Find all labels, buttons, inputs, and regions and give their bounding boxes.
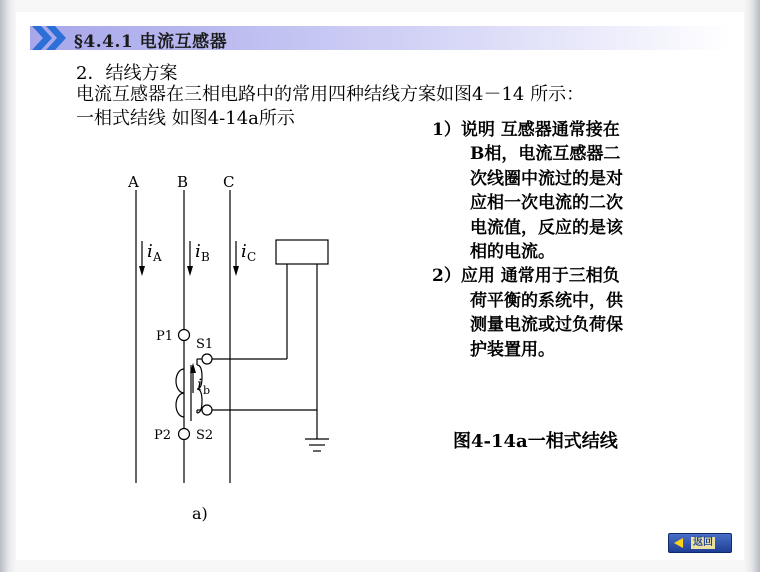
ct-coil-1 xyxy=(176,369,184,393)
current-b-label: i xyxy=(195,241,201,262)
note-line: 相的电流。 xyxy=(470,242,555,263)
note-line: 测量电流或过负荷保 xyxy=(470,315,623,336)
note-line: 1）说明 互感器通常接在 xyxy=(432,120,620,140)
phase-b-label: B xyxy=(177,173,189,191)
note-line: 荷平衡的系统中，供 xyxy=(470,290,623,311)
wiring-diagram xyxy=(80,133,345,525)
terminal-p1 xyxy=(179,330,190,341)
p1-label: P1 xyxy=(156,329,174,344)
secondary-current-subscript: b xyxy=(203,384,211,397)
note-line: 应相一次电流的二次 xyxy=(470,193,623,214)
current-a-label: i xyxy=(147,241,153,262)
note-line: 次线圈中流过的是对 xyxy=(470,168,623,189)
figure-caption: 图4-14a一相式结线 xyxy=(453,431,618,452)
circuit-svg xyxy=(80,133,345,525)
terminal-s2 xyxy=(202,405,212,415)
note-line: B相，电流互感器二 xyxy=(470,144,621,165)
section-subheading: 2．结线方案 xyxy=(76,63,178,84)
terminal-s1 xyxy=(202,354,212,364)
note-line: 电流值，反应的是该 xyxy=(470,217,623,238)
note-line: 2）应用 通常用于三相负 xyxy=(432,266,620,287)
current-c-label: i xyxy=(241,241,247,262)
note-line: 护装置用。 xyxy=(470,339,555,360)
page-title: §4.4.1 电流互感器 xyxy=(74,32,228,52)
terminal-p2 xyxy=(179,429,190,440)
diagram-label: a) xyxy=(192,504,208,523)
current-c-subscript: C xyxy=(247,250,257,264)
ct-coil-2 xyxy=(176,393,184,417)
intro-text: 电流互感器在三相电路中的常用四种结线方案如图4－14 所示： xyxy=(76,84,585,105)
current-b-subscript: B xyxy=(201,250,210,264)
phase-c-label: C xyxy=(223,173,235,191)
back-arrow-icon xyxy=(674,538,683,548)
wiring-mode-text: 一相式结线 如图4-14a所示 xyxy=(76,108,295,129)
double-chevron-icon xyxy=(30,24,70,52)
secondary-current-label: i xyxy=(197,375,203,394)
s2-label: S2 xyxy=(196,428,214,443)
relay-box xyxy=(276,240,328,264)
back-button-label: 返回 xyxy=(693,537,713,548)
notes-block xyxy=(432,118,672,362)
p2-label: P2 xyxy=(154,428,172,443)
current-a-subscript: A xyxy=(153,250,162,264)
s1-label: S1 xyxy=(196,337,214,352)
phase-a-label: A xyxy=(128,173,139,191)
back-button[interactable] xyxy=(668,533,732,553)
